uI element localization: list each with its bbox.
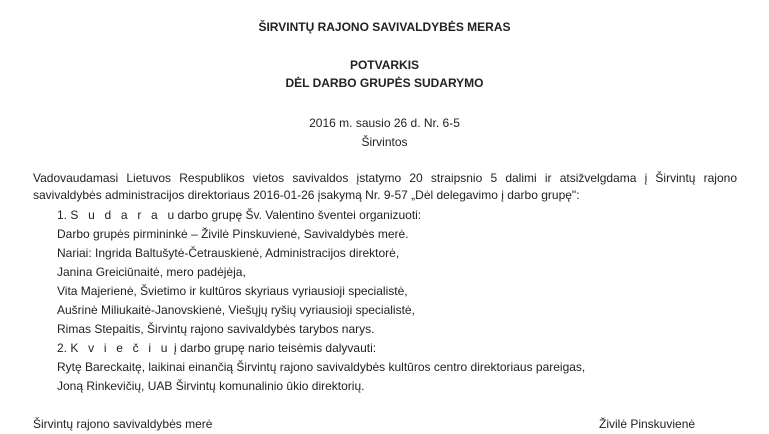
- document-type: POTVARKIS: [349, 58, 420, 72]
- member-line: Rimas Stepaitis, Širvintų rajono savivaldybės tarybos narys.: [57, 322, 375, 336]
- signature-name: Živilė Pinskuvienė: [599, 417, 696, 431]
- intro-line-1: Vadovaudamasi Lietuvos Respublikos vietos savivaldos įstatymo 20 straipsnio 5 dalimi ir atsižvelgdama į Širvintų rajono: [33, 171, 737, 185]
- item-2-verb: K v i e č i u: [70, 341, 171, 355]
- item-2-number: 2.: [57, 341, 68, 355]
- item-2-rest: į darbo grupę nario teisėmis dalyvauti:: [174, 341, 377, 355]
- item-1-rest: u darbo grupę Šv. Valentino šventei organizuoti:: [167, 208, 422, 222]
- item-1-number: 1.: [57, 208, 68, 222]
- member-line: Janina Greiciūnaitė, mero padėjėja,: [57, 265, 246, 279]
- invitee-line: Joną Rinkevičių, UAB Širvintų komunalinio ūkio direktorių.: [57, 379, 365, 393]
- item-1: [57, 208, 421, 222]
- document-subject: DĖL DARBO GRUPĖS SUDARYMO: [285, 76, 484, 90]
- item-2: [57, 341, 376, 355]
- member-line: Vita Majerienė, Švietimo ir kultūros skyriaus vyriausioji specialistė,: [57, 284, 408, 298]
- intro-line-2: savivaldybės administracijos direktoriaus 2016-01-26 įsakymą Nr. 9-57 „Dėl delegavimo į darbo grupę":: [33, 188, 580, 202]
- intro-paragraph: [33, 170, 737, 204]
- place: Širvintos: [361, 135, 408, 149]
- member-line: Aušrinė Miliukaitė-Janovskienė, Viešųjų ryšių vyriausioji specialistė,: [57, 303, 415, 317]
- member-line: Nariai: Ingrida Baltušytė-Četrauskienė, Administracijos direktorė,: [57, 246, 400, 260]
- item-1-verb: S u d a r a: [70, 208, 168, 222]
- date-and-number: 2016 m. sausio 26 d. Nr. 6-5: [309, 116, 460, 130]
- invitee-line: Rytę Bareckaitę, laikinai einančią Širvintų rajono savivaldybės kultūros centro direktoriaus pareigas,: [57, 360, 586, 374]
- chair-line: Darbo grupės pirmininkė – Živilė Pinskuvienė, Savivaldybės merė.: [57, 227, 409, 241]
- signature-position: Širvintų rajono savivaldybės merė: [33, 417, 213, 431]
- issuing-authority: ŠIRVINTŲ RAJONO SAVIVALDYBĖS MERAS: [258, 20, 511, 34]
